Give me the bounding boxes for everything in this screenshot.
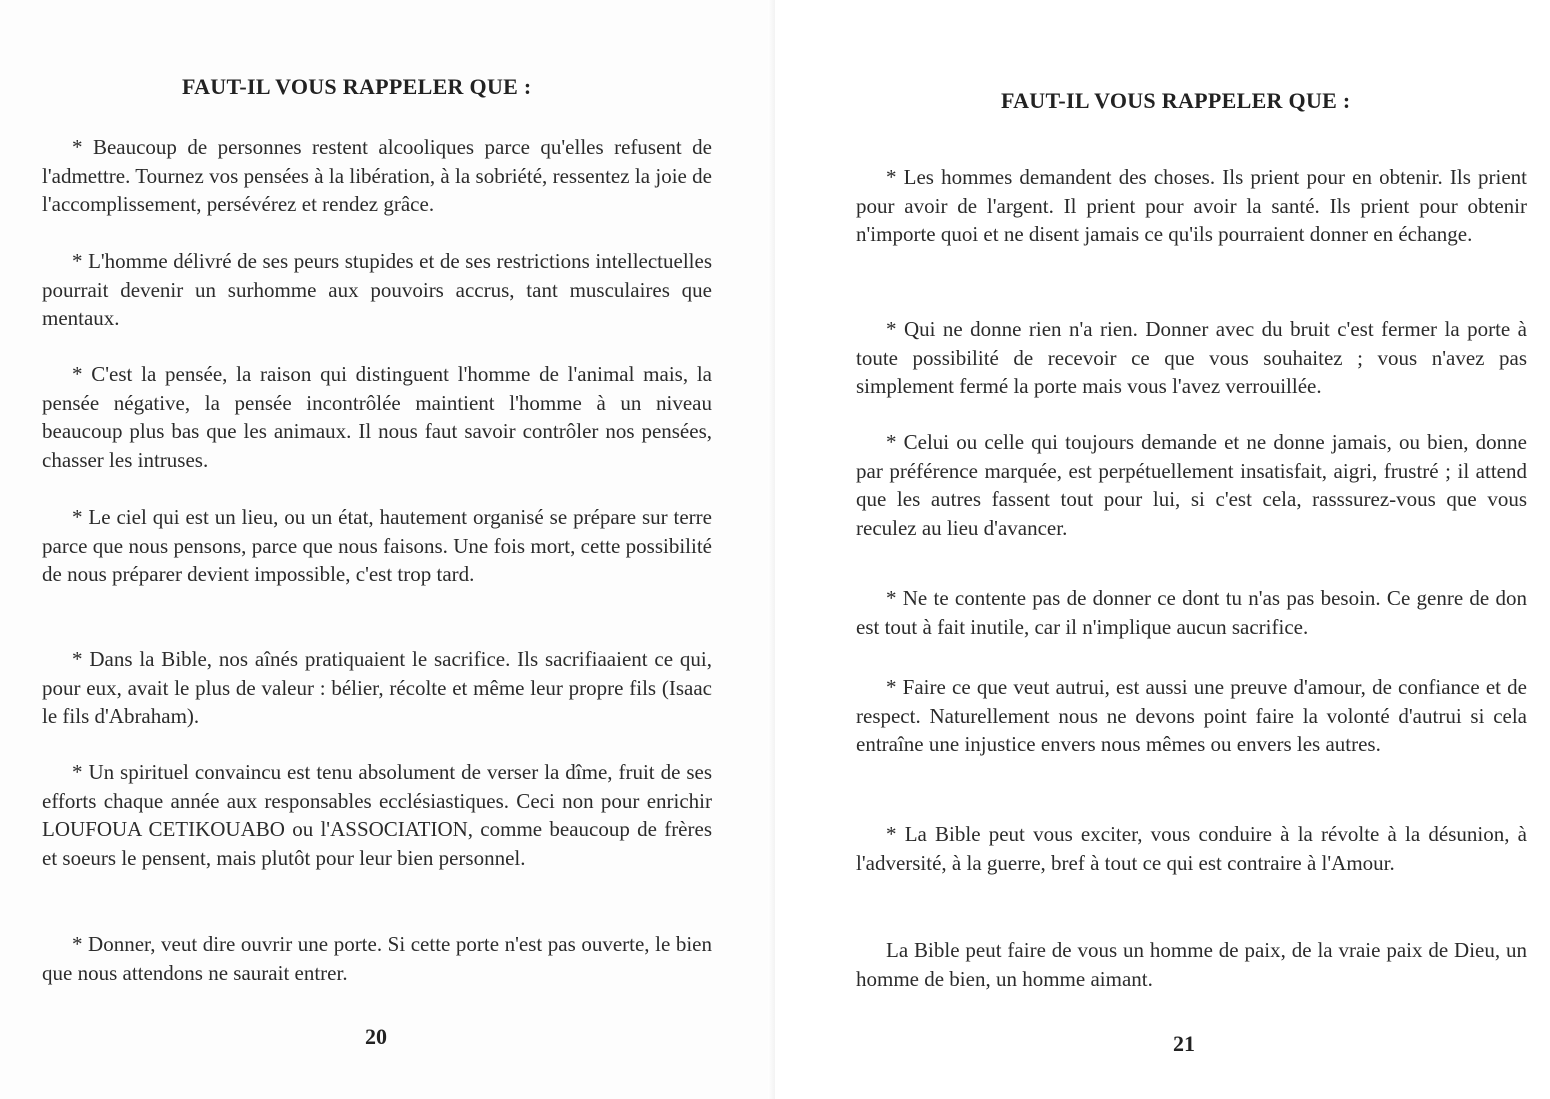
right-paragraph-1: * Les hommes demandent des choses. Ils prient pour en obtenir. Ils prient pour avoir de l'argent. Il prient pour avoir la santé. Ils prient pour obtenir n'importe quoi et ne disent jamais ce qu'ils pourraient donner en échange.	[856, 165, 1527, 246]
right-page	[775, 0, 1550, 1099]
left-paragraph-2: * L'homme délivré de ses peurs stupides et de ses restrictions intellectuelles pourrait devenir un surhomme aux pouvoirs accrus, tant musculaires que mentaux.	[42, 249, 712, 330]
left-paragraph-3: * C'est la pensée, la raison qui distinguent l'homme de l'animal mais, la pensée négative, la pensée incontrôlée maintient l'homme à un niveau beaucoup plus bas que les animaux. Il nous faut savoir contrôler nos pensées, chasser les intruses.	[42, 362, 712, 472]
right-paragraph-2: * Qui ne donne rien n'a rien. Donner avec du bruit c'est fermer la porte à toute possibilité de recevoir ce que vous souhaitez ; vous n'avez pas simplement fermé la porte mais vous l'avez verrouillée.	[856, 317, 1527, 398]
right-paragraph-6: * La Bible peut vous exciter, vous conduire à la révolte à la désunion, à l'adversité, à la guerre, bref à tout ce qui est contraire à l'Amour.	[856, 822, 1527, 875]
left-page-number: 20	[365, 1024, 387, 1049]
right-paragraph-5: * Faire ce que veut autrui, est aussi une preuve d'amour, de confiance et de respect. Naturellement nous ne devons point faire la volonté d'autrui si cela entraîne une injustice envers nous mêmes ou envers les autres.	[856, 675, 1527, 756]
left-paragraph-7: * Donner, veut dire ouvrir une porte. Si cette porte n'est pas ouverte, le bien que nous attendons ne saurait entrer.	[42, 932, 712, 985]
left-paragraph-6: * Un spirituel convaincu est tenu absolument de verser la dîme, fruit de ses efforts chaque année aux responsables ecclésiastiques. Ceci non pour enrichir LOUFOUA CETIKOUABO ou l'ASSOCIATION, comme beaucoup de frères et soeurs le pensent, mais plutôt pour leur bien personnel.	[42, 760, 712, 870]
right-paragraph-3: * Celui ou celle qui toujours demande et ne donne jamais, ou bien, donne par préférence marquée, est perpétuellement insatisfait, aigri, frustré ; il attend que les autres fassent tout pour lui, si c'est cela, rasssurez-vous que vous reculez au lieu d'avancer.	[856, 430, 1527, 540]
left-paragraph-4: * Le ciel qui est un lieu, ou un état, hautement organisé se prépare sur terre parce que nous pensons, parce que nous faisons. Une fois mort, cette possibilité de nous préparer devient impossible, c'est trop tard.	[42, 505, 712, 586]
right-page-title: FAUT-IL VOUS RAPPELER QUE :	[1001, 88, 1351, 113]
left-paragraph-5: * Dans la Bible, nos aînés pratiquaient le sacrifice. Ils sacrifiaaient ce qui, pour eux, avait le plus de valeur : bélier, récolte et même leur propre fils (Isaac le fils d'Abraham).	[42, 647, 712, 728]
right-page-number: 21	[1173, 1031, 1195, 1056]
right-paragraph-4: * Ne te contente pas de donner ce dont tu n'as pas besoin. Ce genre de don est tout à fait inutile, car il n'implique aucun sacrifice.	[856, 586, 1527, 639]
right-paragraph-7: La Bible peut faire de vous un homme de paix, de la vraie paix de Dieu, un homme de bien, un homme aimant.	[856, 938, 1527, 991]
left-paragraph-1: * Beaucoup de personnes restent alcooliques parce qu'elles refusent de l'admettre. Tournez vos pensées à la libération, à la sobriété, ressentez la joie de l'accomplissement, persévérez et rendez grâce.	[42, 135, 712, 216]
left-page-title: FAUT-IL VOUS RAPPELER QUE :	[182, 74, 532, 99]
